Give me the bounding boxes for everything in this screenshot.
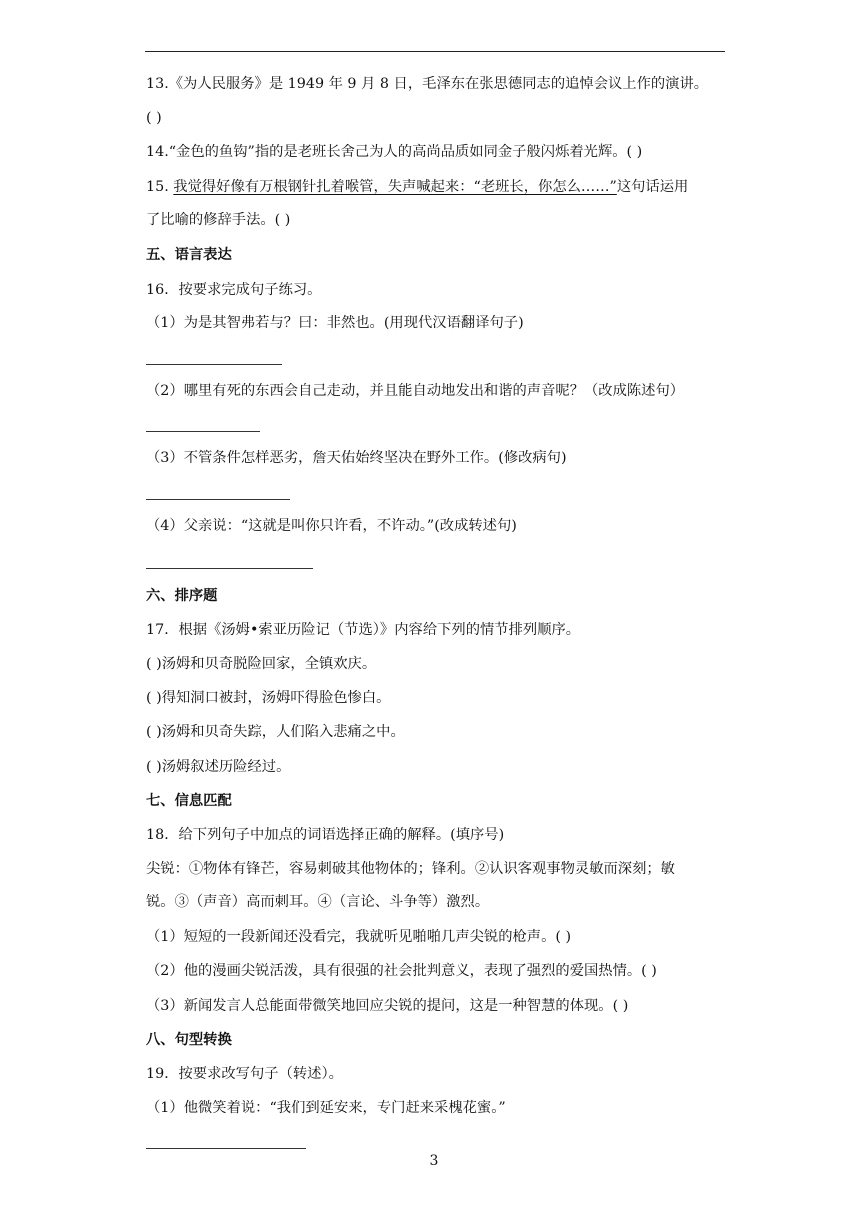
q13-answer-blank[interactable]: ( )	[146, 110, 162, 126]
q16-item1: （1）为是其智弗若与？曰：非然也。(用现代汉语翻译句子)	[146, 315, 524, 331]
q16-item4-answer-line[interactable]	[146, 568, 313, 569]
q17-item: ( )汤姆和贝奇失踪，人们陷入悲痛之中。	[146, 724, 405, 740]
q15-line1	[146, 177, 688, 197]
section8-title: 八、句型转换	[146, 1032, 232, 1048]
q16-item2: （2）哪里有死的东西会自己走动，并且能自动地发出和谐的声音呢？（改成陈述句）	[146, 383, 685, 399]
q15-line2: 了比喻的修辞手法。( )	[146, 212, 291, 228]
q18-stem: 18．给下列句子中加点的词语选择正确的解释。(填序号)	[146, 827, 505, 843]
q18-definition-line1: 尖锐：①物体有锋芒，容易刺破其他物体的；锋利。②认识客观事物灵敏而深刻；敏	[146, 861, 675, 877]
q19-item1-answer-line[interactable]	[146, 1148, 306, 1149]
q19-item1: （1）他微笑着说：“我们到延安来，专门赶来采槐花蜜。”	[146, 1100, 506, 1116]
q16-item1-answer-line[interactable]	[146, 364, 282, 365]
header-rule	[145, 51, 725, 52]
q18-item3: （3）新闻发言人总能面带微笑地回应尖锐的提问，这是一种智慧的体现。( )	[146, 998, 629, 1014]
q16-item3: （3）不管条件怎样恶劣，詹天佑始终坚决在野外工作。(修改病句)	[146, 450, 567, 466]
q16-item3-answer-line[interactable]	[146, 499, 290, 500]
q18-item2: （2）他的漫画尖锐活泼，具有很强的社会批判意义，表现了强烈的爱国热情。( )	[146, 963, 657, 979]
q16-stem: 16．按要求完成句子练习。	[146, 282, 322, 298]
section6-title: 六、排序题	[146, 588, 218, 604]
q15-underlined-sentence: 我觉得好像有万根钢针扎着喉管，失声喊起来：“老班长，你怎么……”	[173, 179, 617, 195]
q13-line1: 13.《为人民服务》是 1949 年 9 月 8 日，毛泽东在张思德同志的追悼会议上作的演讲。	[146, 76, 709, 92]
q16-item2-answer-line[interactable]	[146, 431, 260, 432]
q15-prefix: 15.	[146, 179, 174, 195]
q18-definition-line2: 锐。③（声音）高而刺耳。④（言论、斗争等）激烈。	[146, 894, 490, 910]
q17-item: ( )汤姆叙述历险经过。	[146, 759, 291, 775]
q17-item: ( )汤姆和贝奇脱险回家，全镇欢庆。	[146, 656, 377, 672]
q17-stem: 17．根据《汤姆•索亚历险记（节选）》内容给下列的情节排列顺序。	[146, 622, 581, 638]
page-number: 3	[429, 1153, 439, 1169]
q15-suffix: 这句话运用	[616, 179, 689, 195]
q14-line1: 14.“金色的鱼钩”指的是老班长舍己为人的高尚品质如同金子般闪烁着光辉。( )	[146, 144, 643, 160]
q17-item: ( )得知洞口被封，汤姆吓得脸色惨白。	[146, 690, 391, 706]
q16-item4: （4）父亲说：“这就是叫你只许看，不许动。”(改成转述句)	[146, 518, 517, 534]
section7-title: 七、信息匹配	[146, 793, 232, 809]
q18-item1: （1）短短的一段新闻还没看完，我就听见啪啪几声尖锐的枪声。( )	[146, 929, 572, 945]
section5-title: 五、语言表达	[146, 247, 232, 263]
q19-stem: 19．按要求改写句子（转述）。	[146, 1066, 343, 1082]
